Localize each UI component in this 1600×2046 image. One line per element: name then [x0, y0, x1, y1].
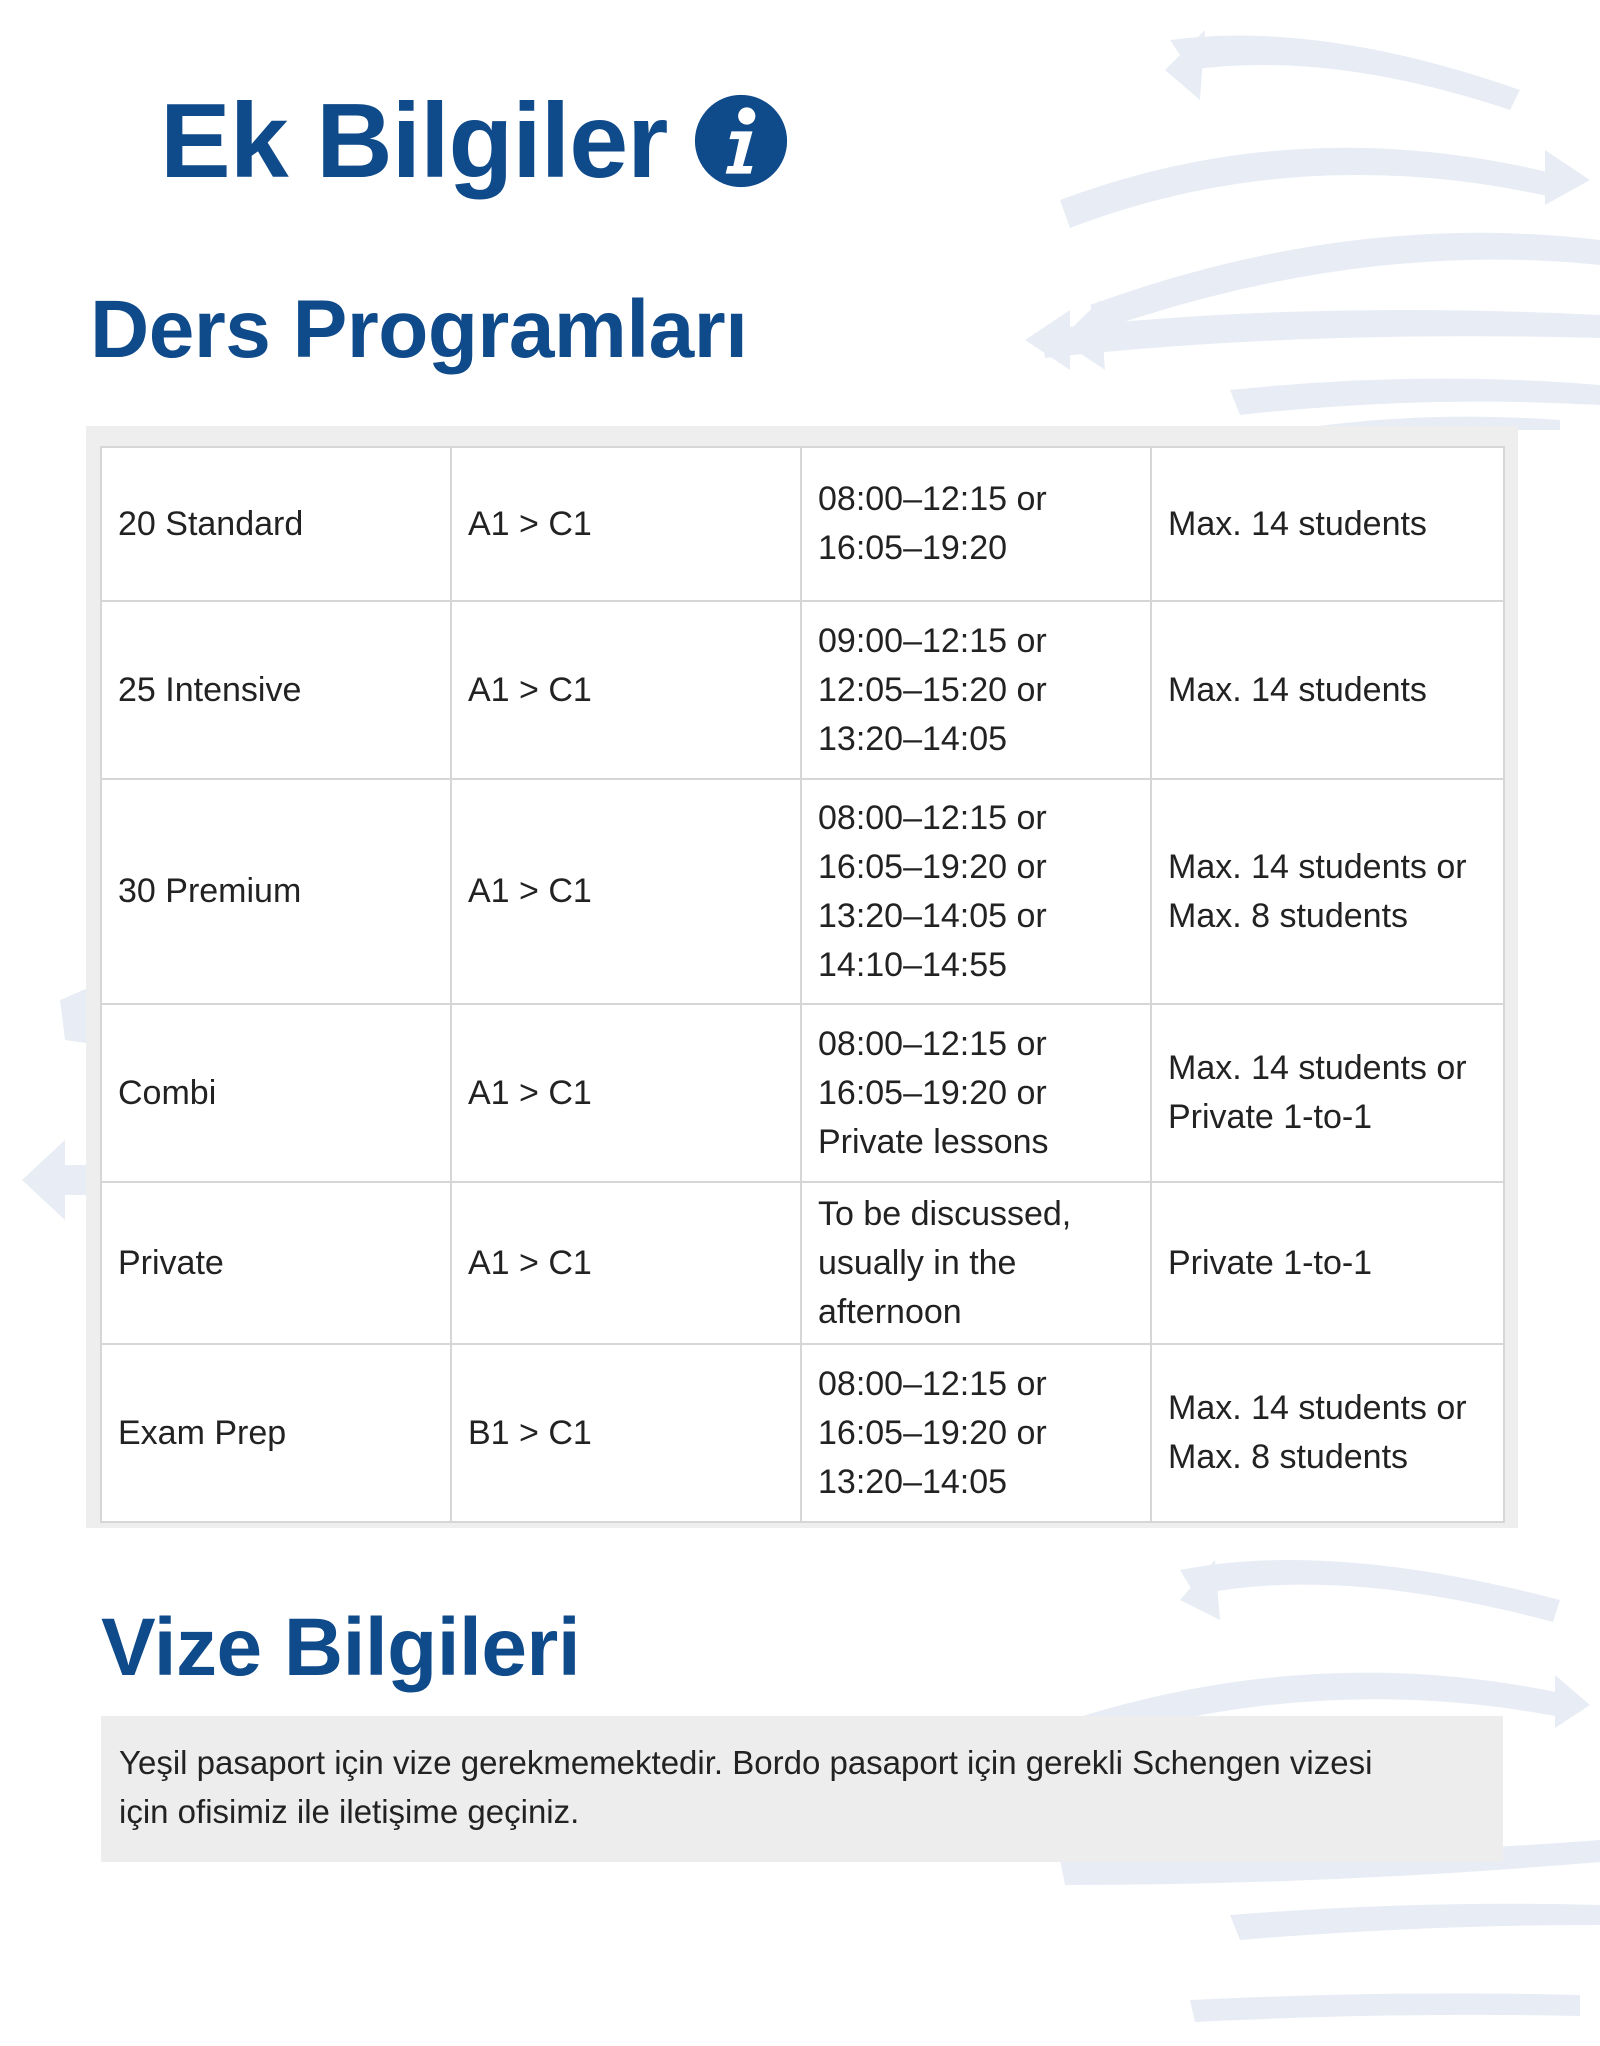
visa-info-text	[119, 1738, 1485, 1836]
class-size-cell	[1151, 447, 1504, 601]
program-cell: 20 Standard	[101, 447, 451, 601]
times-cell	[801, 779, 1151, 1004]
time-line: 08:00–12:15 or	[818, 798, 1047, 837]
table-row	[101, 1004, 1504, 1182]
program-cell: 25 Intensive	[101, 601, 451, 779]
size-line: Max. 8 students	[1168, 896, 1409, 935]
time-line: 13:20–14:05	[818, 1462, 1008, 1501]
time-line: 16:05–19:20 or	[818, 847, 1047, 886]
visa-info-box	[101, 1716, 1503, 1862]
time-line: 13:20–14:05	[818, 719, 1008, 758]
size-line: Max. 8 students	[1168, 1438, 1409, 1476]
class-size-cell	[1151, 1182, 1504, 1344]
level-cell: A1 > C1	[451, 601, 801, 779]
time-line: 16:05–19:20	[818, 529, 1008, 567]
page-header	[160, 82, 789, 200]
class-size-cell	[1151, 779, 1504, 1004]
time-line: 14:10–14:55	[818, 945, 1008, 984]
time-line: Private lessons	[818, 1122, 1049, 1161]
time-line: To be discussed,	[818, 1194, 1072, 1233]
time-line: 13:20–14:05 or	[818, 896, 1047, 935]
schedule-section-title: Ders Programları	[90, 284, 748, 375]
class-size-cell	[1151, 601, 1504, 779]
page-title: Ek Bilgiler	[160, 82, 668, 200]
table-row	[101, 1182, 1504, 1344]
table-row	[101, 779, 1504, 1004]
level-cell: A1 > C1	[451, 447, 801, 601]
table-row	[101, 601, 1504, 779]
program-cell: 30 Premium	[101, 779, 451, 1004]
size-line: Max. 14 students or	[1168, 1049, 1467, 1087]
size-line: Max. 14 students or	[1168, 847, 1467, 886]
program-cell: Combi	[101, 1004, 451, 1182]
time-line: afternoon	[818, 1292, 962, 1331]
time-line: 09:00–12:15 or	[818, 621, 1047, 660]
level-cell: A1 > C1	[451, 1004, 801, 1182]
table-row	[101, 1344, 1504, 1522]
visa-section-title: Vize Bilgileri	[101, 1602, 581, 1693]
time-line: 08:00–12:15 or	[818, 1024, 1047, 1063]
time-line: 12:05–15:20 or	[818, 670, 1047, 709]
class-size-cell	[1151, 1344, 1504, 1522]
schedule-table	[100, 446, 1505, 1523]
level-cell: B1 > C1	[451, 1344, 801, 1522]
time-line: usually in the	[818, 1243, 1017, 1282]
size-line: Max. 14 students	[1168, 670, 1427, 709]
time-line: 16:05–19:20 or	[818, 1413, 1047, 1452]
info-icon	[693, 93, 789, 189]
times-cell	[801, 447, 1151, 601]
size-line: Max. 14 students	[1168, 504, 1427, 543]
level-cell: A1 > C1	[451, 1182, 801, 1344]
size-line: Private 1-to-1	[1168, 1098, 1373, 1136]
time-line: 08:00–12:15 or	[818, 1364, 1047, 1403]
times-cell	[801, 1344, 1151, 1522]
program-cell: Private	[101, 1182, 451, 1344]
size-line: Private 1-to-1	[1168, 1243, 1373, 1282]
times-cell	[801, 1004, 1151, 1182]
schedule-table-container	[100, 446, 1503, 1523]
size-line: Max. 14 students or	[1168, 1389, 1467, 1427]
program-cell: Exam Prep	[101, 1344, 451, 1522]
times-cell	[801, 601, 1151, 779]
visa-line: Yeşil pasaport için vize gerekmemektedir. Bordo pasaport için gerekli Schengen vizesi	[119, 1744, 1373, 1781]
times-cell	[801, 1182, 1151, 1344]
class-size-cell	[1151, 1004, 1504, 1182]
table-row	[101, 447, 1504, 601]
time-line: 16:05–19:20 or	[818, 1073, 1047, 1112]
time-line: 08:00–12:15 or	[818, 480, 1047, 518]
visa-line: için ofisimiz ile iletişime geçiniz.	[119, 1793, 580, 1830]
level-cell: A1 > C1	[451, 779, 801, 1004]
